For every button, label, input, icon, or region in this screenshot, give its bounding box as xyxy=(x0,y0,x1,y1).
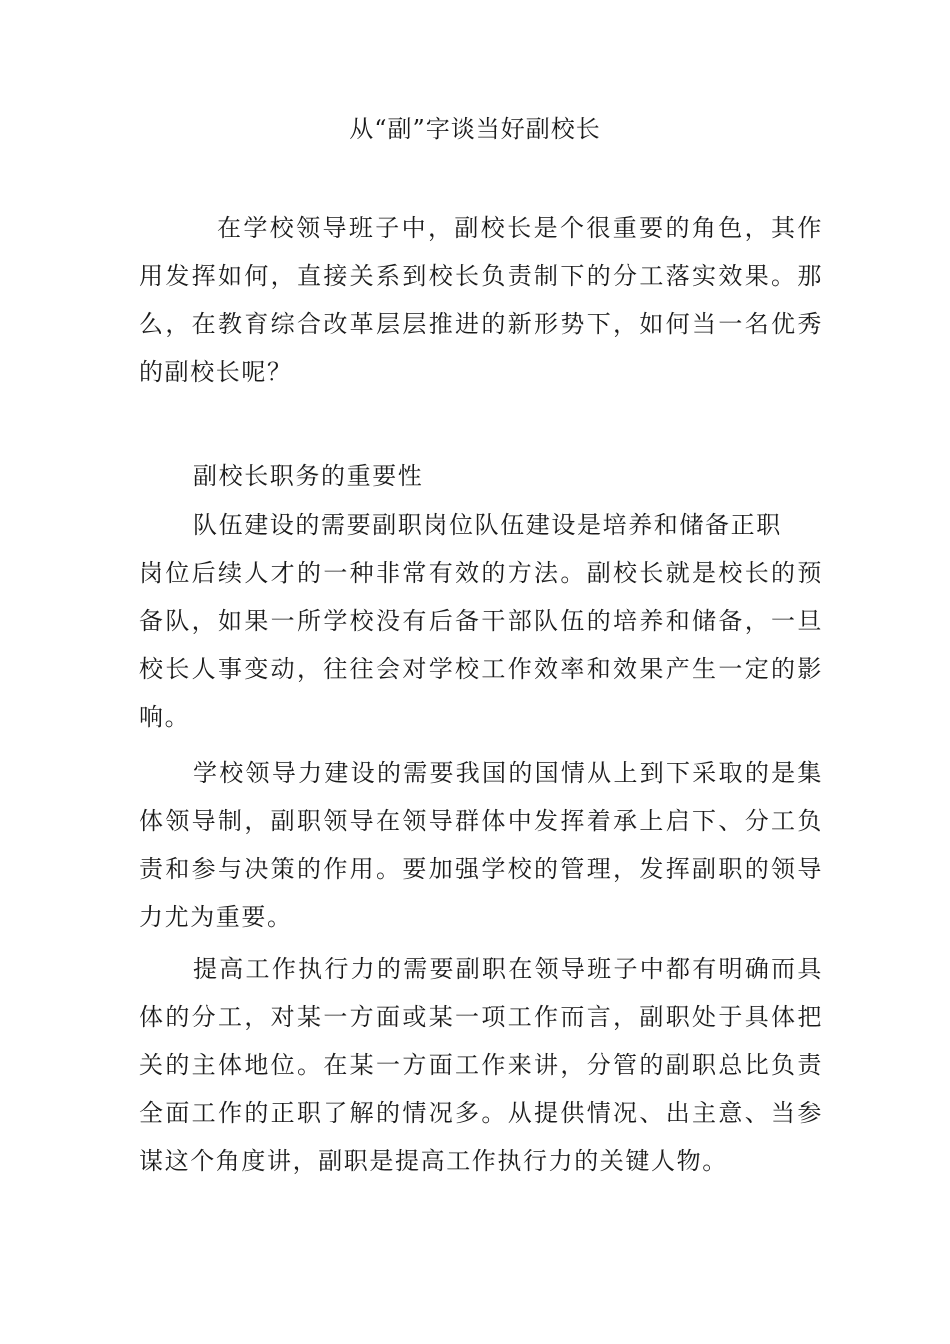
team-building-paragraph xyxy=(139,501,823,741)
document-title: 从“副”字谈当好副校长 xyxy=(349,115,601,143)
team-building-line-1: 队伍建设的需要副职岗位队伍建设是培养和储备正职 xyxy=(193,511,782,539)
intro-paragraph: 在学校领导班子中，副校长是个很重要的角色，其作用发挥如何，直接关系到校长负责制下的分工落实效果。那么，在教育综合改革层层推进的新形势下，如何当一名优秀的副校长呢？ xyxy=(139,214,823,386)
execution-paragraph: 提高工作执行力的需要副职在领导班子中都有明确而具体的分工，对某一方面或某一项工作而言，副职处于具体把关的主体地位。在某一方面工作来讲，分管的副职总比负责全面工作的正职了解的情况多。从提供情况、出主意、当参谋这个角度讲，副职是提高工作执行力的关键人物。 xyxy=(139,955,823,1175)
team-building-line-2: 岗位后续人才的一种非常有效的方法。副校长就是校长的预备队，如果一所学校没有后备干部队伍的培养和储备，一旦校长人事变动，往往会对学校工作效率和效果产生一定的影响。 xyxy=(139,559,823,731)
leadership-paragraph: 学校领导力建设的需要我国的国情从上到下采取的是集体领导制，副职领导在领导群体中发挥着承上启下、分工负责和参与决策的作用。要加强学校的管理，发挥副职的领导力尤为重要。 xyxy=(139,759,823,931)
section-heading: 副校长职务的重要性 xyxy=(193,462,424,490)
